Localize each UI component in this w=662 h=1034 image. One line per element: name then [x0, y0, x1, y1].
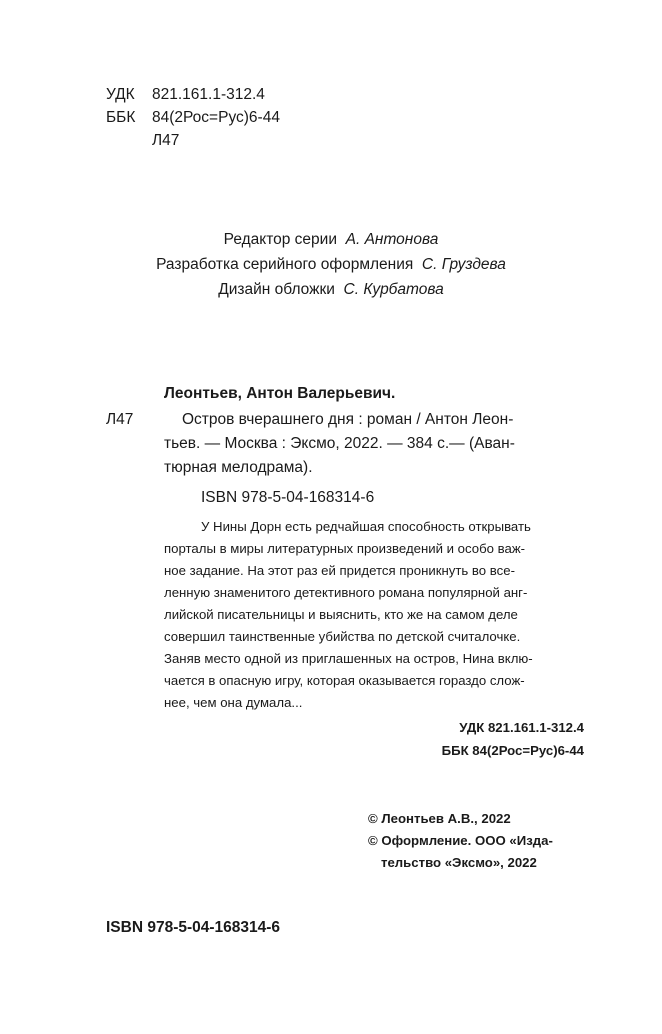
- udk-value: 821.161.1-312.4: [152, 86, 265, 103]
- credit-role: Дизайн обложки: [218, 281, 335, 298]
- annotation-line: порталы в миры литературных произведений и особо важ-: [164, 541, 526, 556]
- credit-role: Редактор серии: [223, 231, 337, 248]
- author-heading: Леонтьев, Антон Валерьевич.: [164, 385, 396, 402]
- copyright-design-line-2: тельство «Эксмо», 2022: [381, 855, 537, 870]
- annotation-line: совершил таинственные убийства по детской считалочке.: [164, 629, 521, 644]
- bib-line-3: тюрная мелодрама).: [164, 459, 313, 476]
- bbk-label: ББК: [106, 109, 136, 126]
- bib-line-1: Остров вчерашнего дня : роман / Антон Леон-: [182, 411, 514, 428]
- annotation-bbk: ББК 84(2Рос=Рус)6-44: [441, 743, 584, 758]
- credit-role: Разработка серийного оформления: [156, 256, 414, 273]
- annotation-line: чается в опасную игру, которая оказывается гораздо слож-: [164, 673, 525, 688]
- annotation-line: ное задание. На этот раз ей придется проникнуть во все-: [164, 563, 515, 578]
- annotation-udk: УДК 821.161.1-312.4: [459, 720, 584, 735]
- credit-line-editor: [0, 228, 662, 252]
- copyright-design-line-1: © Оформление. ООО «Изда-: [368, 833, 553, 848]
- bib-line-2: тьев. — Москва : Эксмо, 2022. — 384 с.— (Аван-: [164, 435, 515, 452]
- annotation-line: Заняв место одной из приглашенных на остров, Нина вклю-: [164, 651, 533, 666]
- credit-line-series-design: [0, 253, 662, 277]
- credit-line-cover-design: [0, 278, 662, 302]
- credit-name: С. Курбатова: [343, 281, 444, 298]
- author-mark-top: Л47: [152, 132, 180, 149]
- copyright-author: © Леонтьев А.В., 2022: [368, 811, 511, 826]
- isbn-line: ISBN 978-5-04-168314-6: [201, 489, 375, 506]
- annotation-line: нее, чем она думала...: [164, 695, 303, 710]
- bbk-value: 84(2Рос=Рус)6-44: [152, 109, 280, 126]
- udk-label: УДК: [106, 86, 135, 103]
- credit-name: А. Антонова: [345, 231, 439, 248]
- credit-name: С. Груздева: [421, 256, 506, 273]
- annotation-line: ленную знаменитого детективного романа популярной анг-: [164, 585, 528, 600]
- footer-isbn: ISBN 978-5-04-168314-6: [106, 919, 281, 936]
- author-mark: Л47: [106, 411, 134, 428]
- annotation-line: лийской писательницы и выяснить, кто же на самом деле: [164, 607, 518, 622]
- annotation-line: У Нины Дорн есть редчайшая способность открывать: [201, 519, 531, 534]
